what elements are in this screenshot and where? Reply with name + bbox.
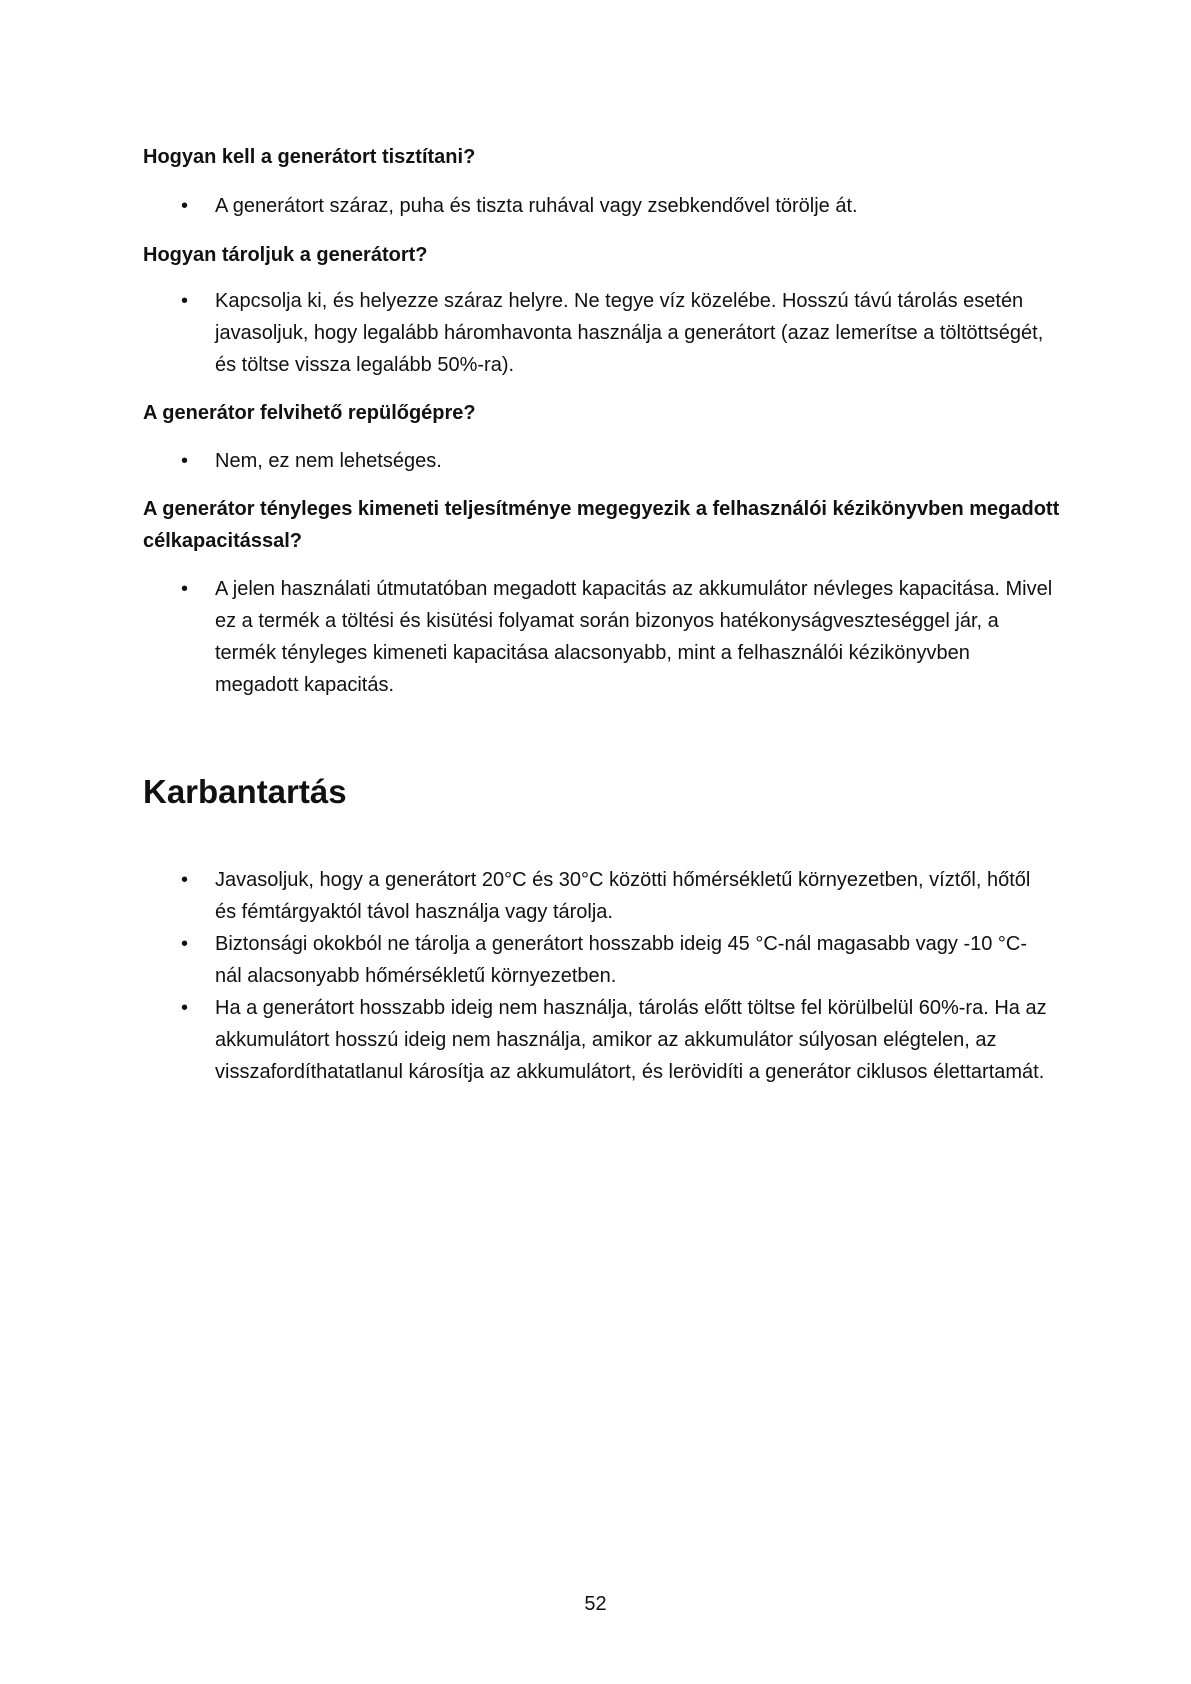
list-item-text: Nem, ez nem lehetséges. <box>215 450 442 472</box>
list-item-text: A generátort száraz, puha és tiszta ruhával vagy zsebkendővel törölje át. <box>215 195 858 217</box>
list-item <box>143 992 1053 1088</box>
bullet-icon: • <box>181 578 189 600</box>
bullet-icon: • <box>181 997 189 1019</box>
list-item <box>143 573 1053 701</box>
bullet-icon: • <box>181 195 189 217</box>
faq-question-capacity: A generátor tényleges kimeneti teljesítménye megegyezik a felhasználói kézikönyvben megadott célkapacitással? <box>143 498 1060 552</box>
faq-answer-list-capacity <box>143 573 1053 701</box>
faq-answer-list-airplane <box>143 445 1053 477</box>
faq-answer-list-cleaning <box>143 190 1053 222</box>
list-item <box>143 285 1053 381</box>
section-title-maintenance: Karbantartás <box>143 773 347 810</box>
list-item-text: A jelen használati útmutatóban megadott kapacitás az akkumulátor névleges kapacitása. Mivel ez a termék a töltési és kisütési folyamat során bizonyos hatékonyságveszteséggel jár, a termék tényleges kimeneti kapacitása alacsonyabb, mint a felhasználói kézikönyvben megadott kapacitás. <box>215 578 1053 696</box>
list-item-text: Ha a generátort hosszabb ideig nem használja, tárolás előtt töltse fel körülbelül 60%-ra. Ha az akkumulátort hosszú ideig nem használja, amikor az akkumulátor súlyosan elégtelen, az visszafordíthatatlanul károsítja az akkumulátort, és lerövidíti a generátor ciklusos élettartamát. <box>215 997 1047 1083</box>
page-number: 52 <box>584 1593 607 1615</box>
list-item <box>143 445 1053 477</box>
bullet-icon: • <box>181 450 189 472</box>
faq-answer-list-storage <box>143 285 1053 381</box>
list-item <box>143 190 1053 222</box>
list-item-text: Javasoljuk, hogy a generátort 20°C és 30°C közötti hőmérsékletű környezetben, víztől, hőtől és fémtárgyaktól távol használja vagy tárolja. <box>215 869 1031 923</box>
maintenance-list <box>143 864 1053 1088</box>
list-item-text: Kapcsolja ki, és helyezze száraz helyre. Ne tegye víz közelébe. Hosszú távú tárolás esetén javasoljuk, hogy legalább háromhavonta használja a generátort (azaz lemerítse a töltöttségét, és töltse vissza legalább 50%-ra). <box>215 290 1044 376</box>
bullet-icon: • <box>181 869 189 891</box>
faq-question-airplane: A generátor felvihető repülőgépre? <box>143 402 476 424</box>
bullet-icon: • <box>181 933 189 955</box>
bullet-icon: • <box>181 290 189 312</box>
faq-question-storage: Hogyan tároljuk a generátort? <box>143 244 428 266</box>
list-item <box>143 864 1053 928</box>
list-item-text: Biztonsági okokból ne tárolja a generátort hosszabb ideig 45 °C-nál magasabb vagy -10 °C-nál alacsonyabb hőmérsékletű környezetben. <box>215 933 1028 987</box>
list-item <box>143 928 1053 992</box>
faq-question-cleaning: Hogyan kell a generátort tisztítani? <box>143 146 476 168</box>
